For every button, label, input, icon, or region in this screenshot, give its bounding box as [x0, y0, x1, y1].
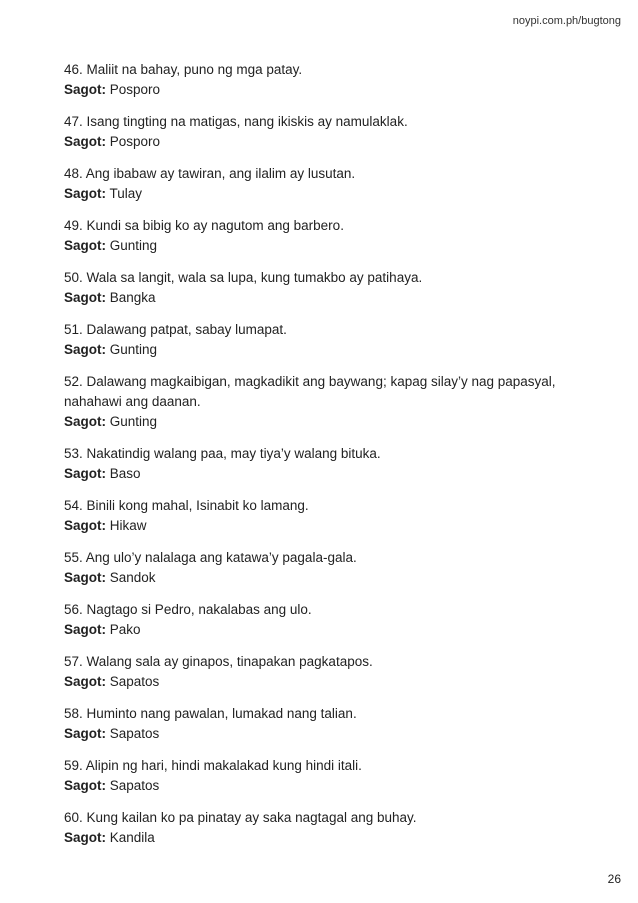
answer-value: Hikaw [109, 518, 147, 533]
riddle-item [64, 60, 584, 100]
answer-label: Sagot: [64, 570, 106, 585]
riddle-answer [64, 464, 584, 484]
answer-value: Pako [109, 622, 141, 637]
answer-value: Bangka [109, 290, 156, 305]
answer-label: Sagot: [64, 414, 106, 429]
answer-label: Sagot: [64, 622, 106, 637]
riddle-item [64, 756, 584, 796]
riddle-item [64, 320, 584, 360]
riddle-list [64, 60, 584, 860]
riddle-question: 60. Kung kailan ko pa pinatay ay saka nagtagal ang buhay. [64, 810, 417, 825]
riddle-answer [64, 828, 584, 848]
riddle-item [64, 164, 584, 204]
riddle-item [64, 112, 584, 152]
riddle-answer [64, 776, 584, 796]
riddle-question: 46. Maliit na bahay, puno ng mga patay. [64, 62, 303, 77]
riddle-question: 54. Binili kong mahal, Isinabit ko lamang. [64, 498, 309, 513]
riddle-answer [64, 724, 584, 744]
answer-value: Posporo [109, 134, 161, 149]
answer-label: Sagot: [64, 186, 106, 201]
answer-value: Sapatos [109, 674, 160, 689]
riddle-question: 49. Kundi sa bibig ko ay nagutom ang barbero. [64, 218, 344, 233]
answer-label: Sagot: [64, 830, 106, 845]
answer-value: Baso [109, 466, 141, 481]
answer-label: Sagot: [64, 82, 106, 97]
answer-value: Gunting [109, 238, 158, 253]
answer-label: Sagot: [64, 290, 106, 305]
riddle-answer [64, 132, 584, 152]
riddle-question: 48. Ang ibabaw ay tawiran, ang ilalim ay lusutan. [64, 166, 356, 181]
riddle-answer [64, 288, 584, 308]
answer-label: Sagot: [64, 342, 106, 357]
riddle-item [64, 652, 584, 692]
riddle-answer [64, 80, 584, 100]
riddle-item [64, 704, 584, 744]
riddle-question: 55. Ang ulo’y nalalaga ang katawa’y pagala-gala. [64, 550, 357, 565]
riddle-question: 52. Dalawang magkaibigan, magkadikit ang baywang; kapag silay’y nag papasyal, nahahawi ang daanan. [64, 374, 556, 409]
answer-value: Sapatos [109, 726, 160, 741]
riddle-question: 47. Isang tingting na matigas, nang ikiskis ay namulaklak. [64, 114, 408, 129]
riddle-answer [64, 672, 584, 692]
riddle-answer [64, 184, 584, 204]
riddle-question: 57. Walang sala ay ginapos, tinapakan pagkatapos. [64, 654, 373, 669]
answer-value: Gunting [109, 414, 158, 429]
riddle-question: 51. Dalawang patpat, sabay lumapat. [64, 322, 287, 337]
answer-value: Sandok [109, 570, 156, 585]
riddle-question: 58. Huminto nang pawalan, lumakad nang talian. [64, 706, 357, 721]
riddle-item [64, 372, 584, 432]
riddle-item [64, 496, 584, 536]
answer-label: Sagot: [64, 674, 106, 689]
answer-value: Tulay [109, 186, 143, 201]
answer-label: Sagot: [64, 726, 106, 741]
riddle-answer [64, 412, 584, 432]
riddle-question: 53. Nakatindig walang paa, may tiya’y walang bituka. [64, 446, 381, 461]
riddle-question: 59. Alipin ng hari, hindi makalakad kung hindi itali. [64, 758, 362, 773]
riddle-item [64, 548, 584, 588]
riddle-item [64, 600, 584, 640]
answer-label: Sagot: [64, 466, 106, 481]
answer-label: Sagot: [64, 778, 106, 793]
riddle-item [64, 268, 584, 308]
source-url: noypi.com.ph/bugtong [512, 15, 621, 27]
answer-value: Sapatos [109, 778, 160, 793]
riddle-answer [64, 568, 584, 588]
answer-value: Gunting [109, 342, 158, 357]
riddle-answer [64, 236, 584, 256]
riddle-item [64, 444, 584, 484]
riddle-item [64, 216, 584, 256]
answer-label: Sagot: [64, 518, 106, 533]
answer-value: Kandila [109, 830, 155, 845]
page-number: 26 [607, 872, 621, 886]
riddle-answer [64, 340, 584, 360]
riddle-answer [64, 516, 584, 536]
answer-label: Sagot: [64, 134, 106, 149]
riddle-question: 50. Wala sa langit, wala sa lupa, kung tumakbo ay patihaya. [64, 270, 423, 285]
riddle-item [64, 808, 584, 848]
answer-value: Posporo [109, 82, 161, 97]
riddle-question: 56. Nagtago si Pedro, nakalabas ang ulo. [64, 602, 312, 617]
answer-label: Sagot: [64, 238, 106, 253]
riddle-answer [64, 620, 584, 640]
